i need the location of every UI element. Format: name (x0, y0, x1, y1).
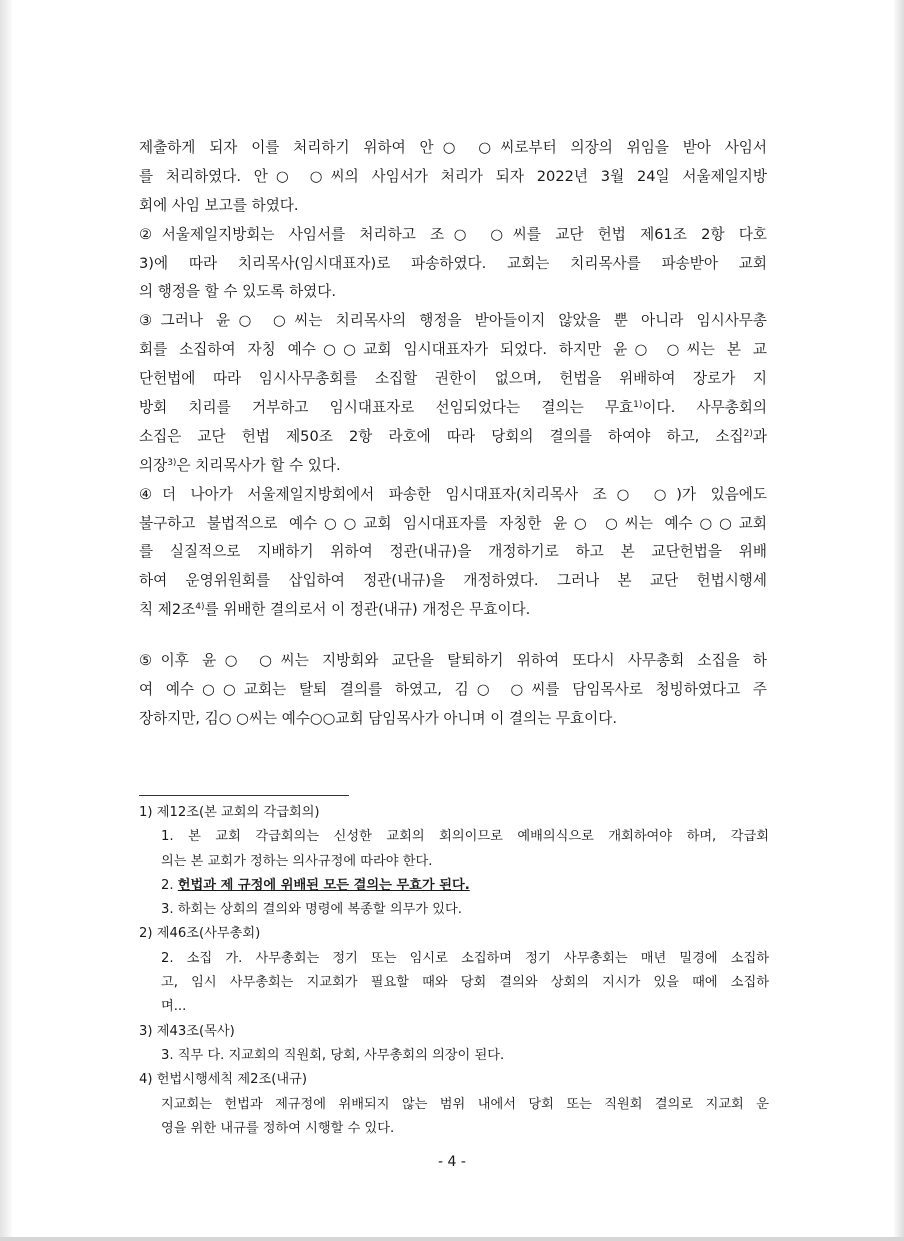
body-line-text: 은 치리목사가 할 수 있다. (176, 456, 341, 474)
body-line: 3)에 따라 치리목사(임시대표자)로 파송하였다. 교회는 치리목사를 파송받아 교회 (139, 254, 767, 272)
body-line: ②서울제일지방회는 사임서를 처리하고 조○ ○씨를 교단 헌법 제61조 2항 다호 (139, 225, 767, 243)
body-line: 단헌법에 따라 임시사무총회를 소집할 권한이 없으며, 헌법을 위배하여 장로가 지 (139, 370, 767, 388)
body-line (139, 394, 767, 423)
footnote-line: 지교회는 헌법과 제규정에 위배되지 않는 범위 내에서 당회 또는 직원회 결의로 지교회 운 (161, 1096, 769, 1112)
body-line: ③그러나 윤○ ○씨는 치리목사의 행정을 받아들이지 않았을 뿐 아니라 임시사무총 (139, 312, 767, 330)
body-line-text: 과 (752, 427, 767, 445)
footnote-line: 4) 헌법시행세칙 제2조(내규) (139, 1072, 307, 1088)
footnote-line: 3. 하회는 상회의 결의와 명령에 복종할 의무가 있다. (161, 902, 462, 918)
footnote-line: 3. 직무 다. 지교회의 직원회, 당회, 사무총회의 의장이 된다. (161, 1047, 505, 1063)
footnote-separator (139, 795, 349, 796)
footnote-line: 고, 임시 사무총회는 지교회가 필요할 때와 당회 결의와 상회의 지시가 있을 때에 소집하 (161, 975, 769, 991)
body-line-text: 방회 치리를 거부하고 임시대표자로 선임되었다는 결의는 무효 (139, 399, 634, 417)
footnote-line: 영을 위한 내규를 정하여 시행할 수 있다. (161, 1120, 395, 1136)
body-line (139, 596, 767, 625)
body-line: 하여 운영위원회를 삽입하여 정관(내규)을 개정하였다. 그러나 본 교단 헌법시행세 (139, 572, 767, 590)
body-line: ④더 나아가 서울제일지방회에서 파송한 임시대표자(치리목사 조○ ○)가 있음에도 (139, 485, 767, 503)
body-line-text: 소집은 교단 헌법 제50조 2항 라호에 따라 당회의 결의를 하여야 하고, 소집 (139, 427, 744, 445)
body-line: 회에 사임 보고를 하였다. (139, 196, 299, 214)
body-line: 장하지만, 김○ ○씨는 예수○○교회 담임목사가 아니며 이 결의는 무효이다. (139, 709, 617, 727)
body-line (139, 452, 767, 481)
footnote-line: 3) 제43조(목사) (139, 1023, 235, 1039)
footnote-ref: 1) (633, 400, 643, 411)
footnotes (139, 801, 769, 1141)
footnote-ref: 2) (743, 428, 753, 439)
body-line: 의 행정을 할 수 있도록 하였다. (139, 283, 337, 301)
footnote-line: 며... (161, 999, 187, 1015)
body-line-text: 이다. 사무총회의 (642, 399, 767, 417)
body-line-text: 칙 제2조 (139, 601, 196, 619)
body-line-text: 를 위배한 결의로서 이 정관(내규) 개정은 무효이다. (204, 601, 531, 619)
body-line: 여 예수○○교회는 탈퇴 결의를 하였고, 김○ ○씨를 담임목사로 청빙하였다고 주 (139, 681, 767, 699)
body-line-text: 의장 (139, 456, 168, 474)
paragraph-gap (139, 625, 767, 647)
footnote-line: 1. 본 교회 각급회의는 신성한 교회의 회의이므로 예배의식으로 개회하여야 하며, 각급회 (161, 829, 769, 845)
footnote-emphasis: 헌법과 제 규정에 위배된 모든 결의는 무효가 된다. (177, 877, 470, 893)
footnote-ref: 4) (195, 602, 205, 613)
body-line: 제출하게 되자 이를 처리하기 위하여 안○ ○씨로부터 의장의 위임을 받아 사임서 (139, 139, 767, 156)
footnote-ref: 3) (167, 457, 177, 468)
footnote-line: 의는 본 교회가 정하는 의사규정에 따라야 한다. (161, 853, 433, 869)
body-line: 를 실질적으로 지배하기 위하여 정관(내규)을 개정하기로 하고 본 교단헌법을 위배 (139, 543, 767, 561)
body-line: 회를 소집하여 자칭 예수○○교회 임시대표자가 되었다. 하지만 윤○ ○씨는 본 교 (139, 341, 767, 359)
body-line: 불구하고 불법적으로 예수○○교회 임시대표자를 자칭한 윤○ ○씨는 예수○○교회 (139, 514, 767, 532)
footnote-line: 2) 제46조(사무총회) (139, 926, 261, 942)
footnote-line: 1) 제12조(본 교회의 각급회의) (139, 805, 320, 820)
footnote-text: 2. (161, 877, 178, 893)
footnote-line: 2. 소집 가. 사무총회는 정기 또는 임시로 소집하며 정기 사무총회는 매년 밀경에 소집하 (161, 950, 769, 966)
body-line (139, 423, 767, 452)
page-number: - 4 - (438, 1154, 466, 1170)
body-line: ⑤이후 윤○ ○씨는 지방회와 교단을 탈퇴하기 위하여 또다시 사무총회 소집을 하 (139, 652, 767, 670)
body-text (139, 134, 767, 734)
body-line: 를 처리하였다. 안○ ○씨의 사임서가 처리가 되자 2022년 3월 24일 서울제일지방 (139, 167, 767, 185)
footnote-line (139, 874, 769, 898)
